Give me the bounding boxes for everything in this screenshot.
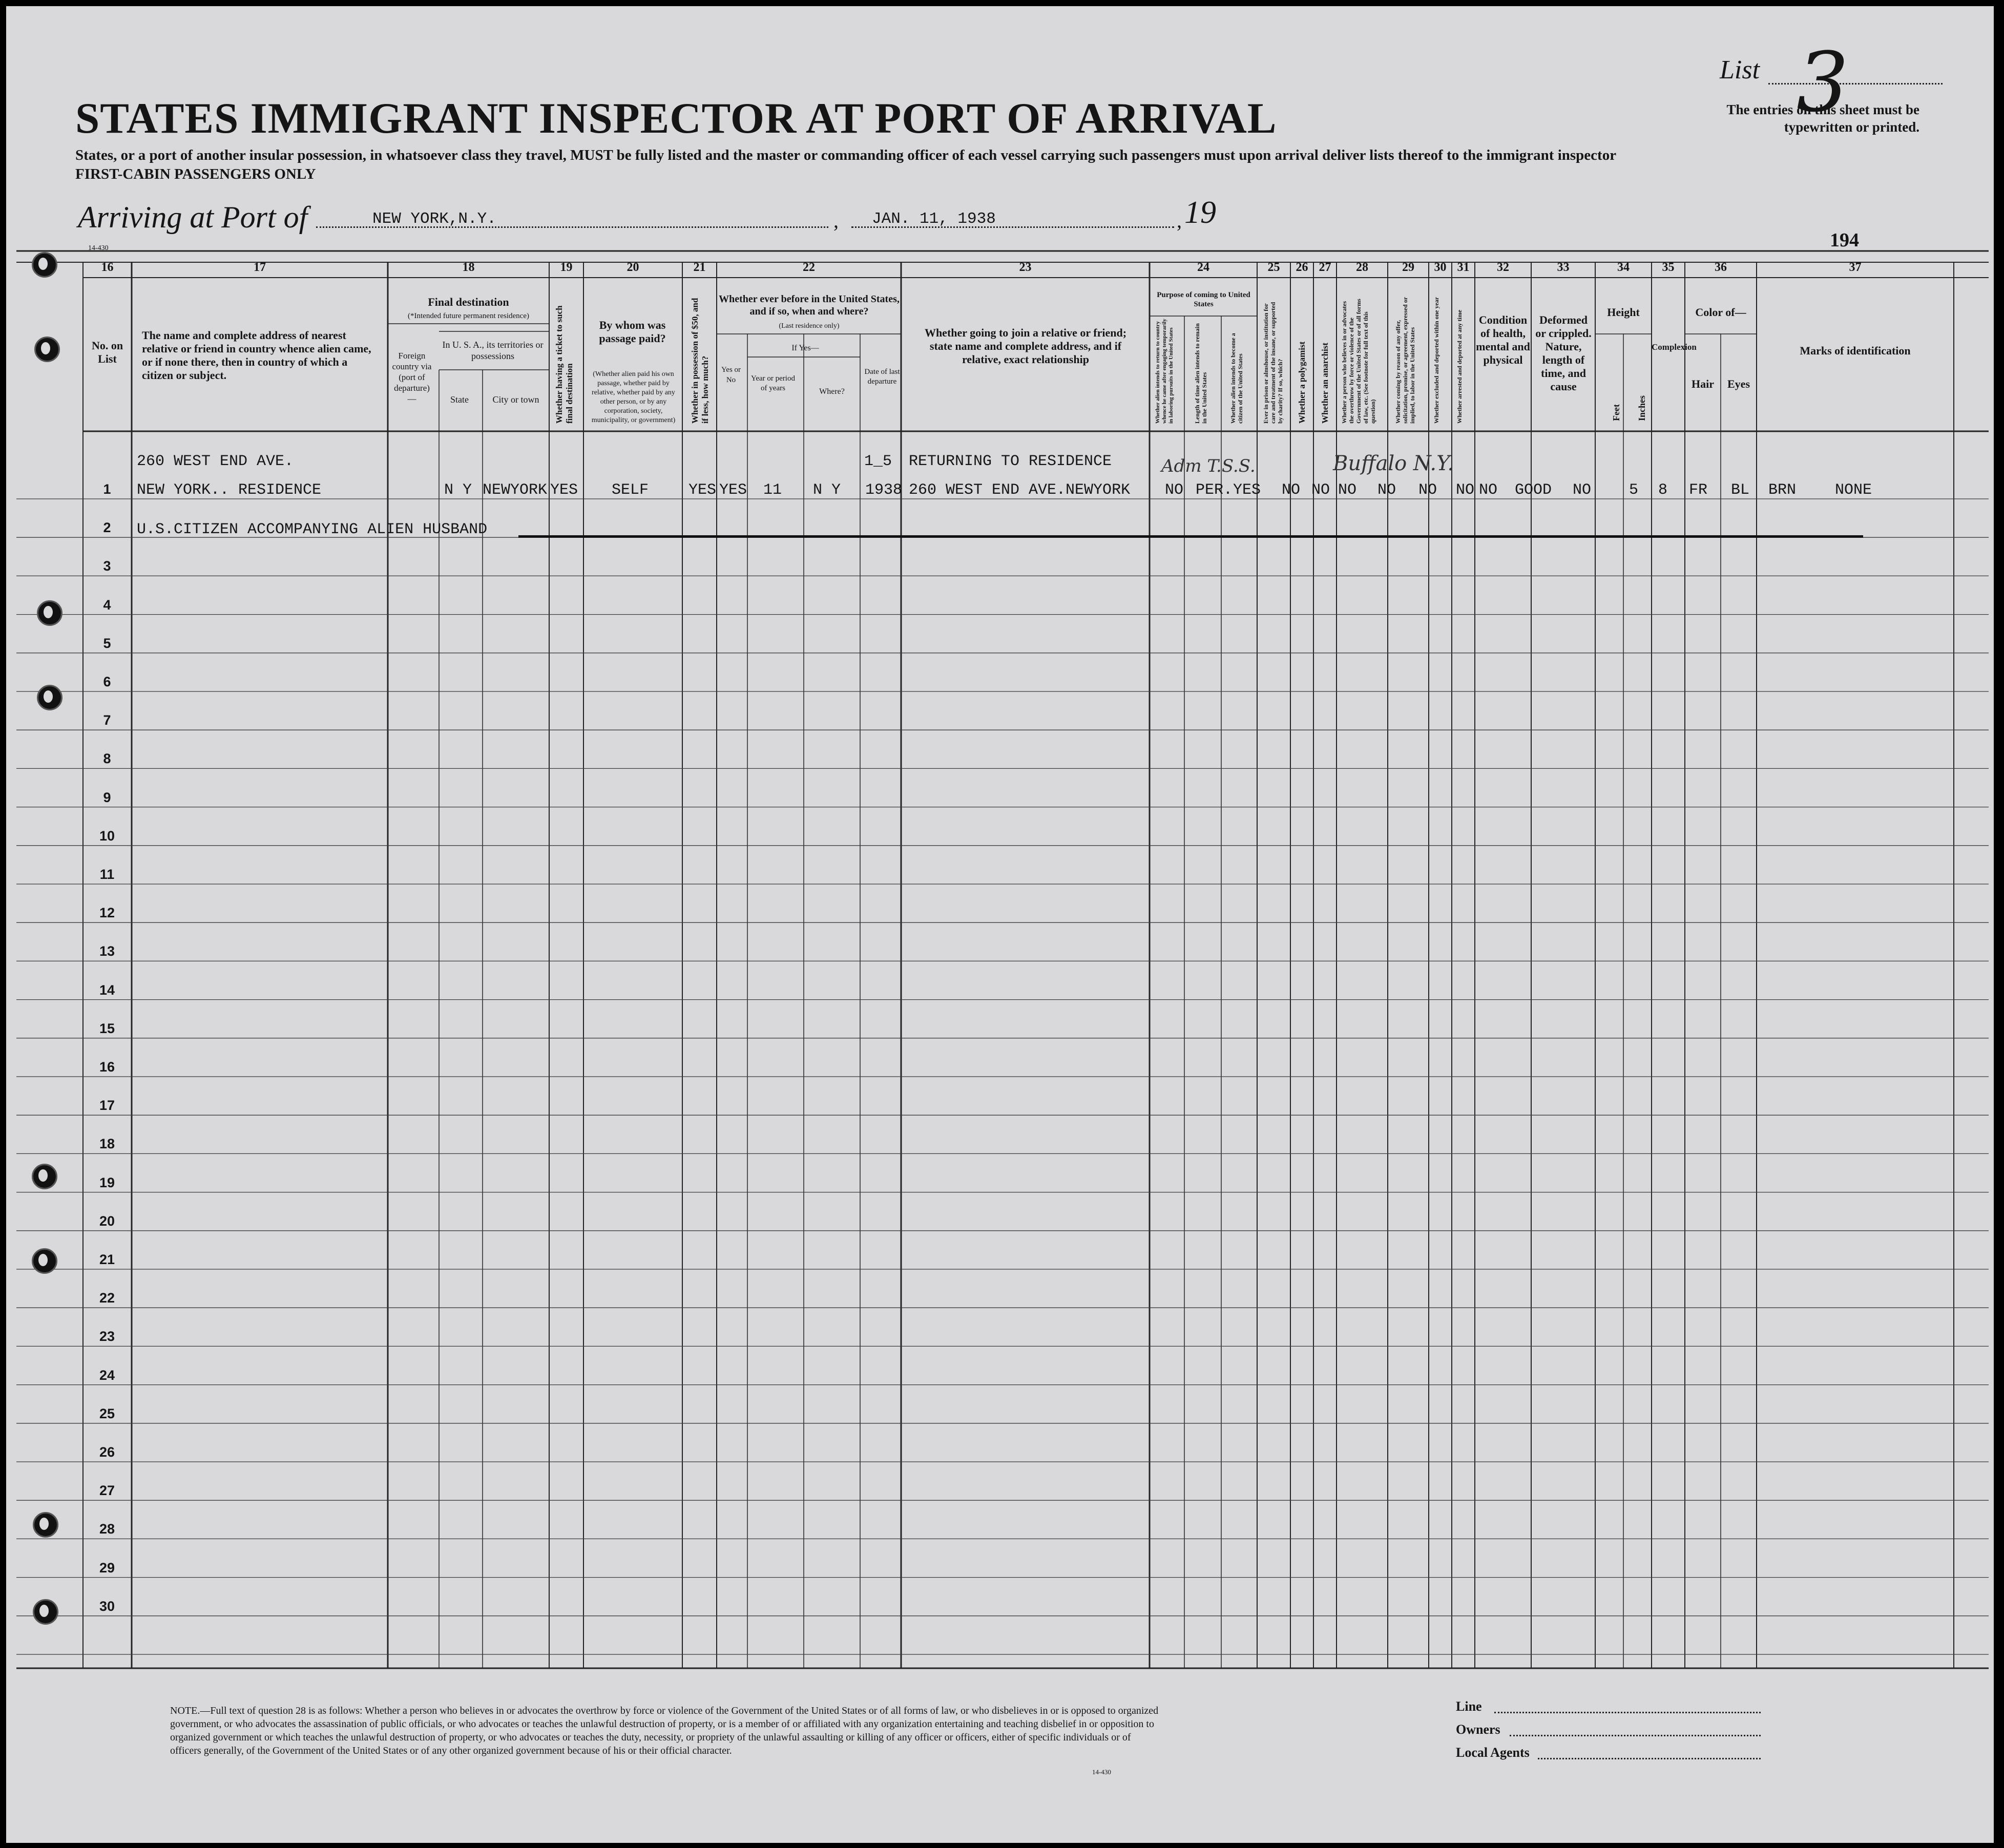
row1-c28: NO <box>1377 481 1396 499</box>
subtitle: States, or a port of another insular possession, in whatsoever class they travel, MUST be fully listed and the master or commanding officer of each vessel carrying such passengers must upon arrival deliver lists thereof to the immigrant inspector <box>75 147 1617 163</box>
row-number: 22 <box>99 1290 115 1306</box>
row1-where: N Y <box>813 481 841 499</box>
col-num: 24 <box>1197 261 1209 274</box>
port-value: NEW YORK,N.Y. <box>372 210 496 228</box>
header-final-destination: Final destination <box>428 296 509 308</box>
header-purpose: Purpose of coming to United States <box>1157 291 1250 308</box>
row1-paid-by: SELF <box>612 481 649 499</box>
col-num: 33 <box>1557 261 1570 274</box>
line-field <box>1494 1712 1761 1713</box>
row1-address-line2: NEW YORK.. RESIDENCE <box>137 481 322 499</box>
row-number: 21 <box>99 1252 115 1267</box>
row-number: 27 <box>99 1483 115 1499</box>
header-height: Height <box>1607 306 1640 319</box>
row1-hair: BL <box>1731 481 1750 499</box>
row1-feet: 5 <box>1629 481 1639 499</box>
row1-departure-top: 1_5 <box>864 453 892 470</box>
col-num: 29 <box>1402 261 1414 274</box>
row-number: 25 <box>99 1405 115 1421</box>
col-num: 21 <box>693 261 706 274</box>
footnote: NOTE.—Full text of question 28 is as follows: Whether a person who believes in or advocates the overthrow by force or violence of the Government of the United States or of all forms of law, or who disbelieves in or is opposed to organized government, or who advocates the assassination of public officials, or who advocates or teaches the unlawful destruction of property, or is a member of or affiliated with any organization entertaining and teaching disbelief in or opposition to organized government or which teaches the unlawful destruction of property, or who advocates or teaches the duty, necessity, or propriety of the unlawful assaulting or killing of any officer or officers, either of specific individuals or of officers generally, of the Government of the United States or of any other organized government because of his or their official character. <box>170 1705 1159 1756</box>
row-number: 4 <box>103 597 111 613</box>
col-num: 30 <box>1434 261 1447 274</box>
row-number: 19 <box>99 1174 115 1190</box>
header-foreign-country: Foreign country via (port of departure)— <box>392 351 432 404</box>
col-num: 32 <box>1497 261 1509 274</box>
header-where: Where? <box>819 387 845 396</box>
row-number: 2 <box>103 520 111 536</box>
row2-note: U.S.CITIZEN ACCOMPANYING ALIEN HUSBAND <box>137 521 488 538</box>
header-years: Year or period of years <box>751 374 795 392</box>
row1-city: NEWYORK <box>483 481 548 499</box>
header-money: Whether in possession of $50, and if less, how much? <box>690 298 710 424</box>
header-yes-or-no: Yes or No <box>721 366 741 384</box>
binder-hole <box>32 1248 57 1274</box>
row1-money: YES <box>688 481 717 499</box>
header-last-residence: (Last residence only) <box>779 322 840 330</box>
col-num: 18 <box>462 261 475 274</box>
row1-health: GOOD <box>1515 481 1552 499</box>
row1-before-yes: YES <box>719 481 747 499</box>
row1-length: PER. <box>1196 481 1233 499</box>
row-number: 18 <box>99 1136 115 1152</box>
header-health: Condition of health, mental and physical <box>1476 313 1530 366</box>
header-nearest-relative: The name and complete address of nearest relative or friend in country whence alien came, or if none there, then in country of which a citizen or subject. <box>142 329 371 382</box>
col-num: 37 <box>1849 261 1862 274</box>
cabin-class: FIRST-CABIN PASSENGERS ONLY <box>75 166 316 182</box>
manifest-sheet <box>6 6 1994 1843</box>
header-passage-paid-note: (Whether alien paid his own passage, whether paid by relative, whether paid by any other person, or by any corporation, society, municipality, or government) <box>591 370 676 424</box>
footer-form-code: 14-430 <box>1092 1768 1111 1776</box>
corner-note: The entries on this sheet must be typewritten or printed. <box>1726 102 1919 135</box>
header-state: State <box>450 394 469 405</box>
row1-c31: NO <box>1479 481 1498 499</box>
row-number: 7 <box>103 712 111 728</box>
header-passage-paid: By whom was passage paid? <box>599 319 666 345</box>
row1-inches: 8 <box>1658 481 1668 499</box>
binder-hole <box>37 600 62 626</box>
arriving-label: Arriving at Port of <box>78 200 308 234</box>
header-going-to-join: Whether going to join a relative or friend; state name and complete address, and if relative, exact relationship <box>924 326 1127 366</box>
row-number: 14 <box>99 982 115 998</box>
header-polygamist: Whether a polygamist <box>1297 341 1307 424</box>
line-label: Line <box>1456 1699 1482 1714</box>
header-deformed: Deformed or crippled. Nature, length of time, and cause <box>1535 313 1592 393</box>
row1-c26: NO <box>1311 481 1330 499</box>
date-value: JAN. 11, 1938 <box>872 210 996 228</box>
handwritten-annotation-2: Buffalo N.Y. <box>1333 452 1454 475</box>
row1-deformed: NO <box>1573 481 1592 499</box>
header-prison: Ever in prison or almshouse, or institution for care and treatment of the insane, or supported by charity? If so, which? <box>1262 302 1284 424</box>
agents-field <box>1538 1758 1761 1759</box>
header-ever-before: Whether ever before in the United States, and if so, when and where? <box>719 293 900 317</box>
binder-hole <box>32 1164 57 1189</box>
header-overthrow: Whether a person who believes in or advocates the overthrow by force or violence of the Government of the United States or of all forms of law, etc. (See footnote for full text of this question) <box>1341 299 1376 424</box>
col-num: 28 <box>1356 261 1368 274</box>
row1-return: NO <box>1165 481 1184 499</box>
header-in-usa: In U. S. A., its territories or possessions <box>442 340 544 361</box>
row-number: 3 <box>103 558 111 574</box>
row1-citizen: YES <box>1233 481 1261 499</box>
list-number: 3 <box>1797 34 1849 130</box>
row1-address-line1: 260 WEST END AVE. <box>137 453 294 470</box>
row1-eyes: BRN <box>1768 481 1797 499</box>
header-length-of-time: Length of time alien intends to remain in the United States <box>1194 323 1208 424</box>
header-excluded: Whether excluded and deported within one year <box>1433 297 1440 424</box>
row1-c25: NO <box>1282 481 1301 499</box>
col-num: 22 <box>803 261 815 274</box>
row-number: 28 <box>99 1521 115 1537</box>
header-intends-return: Whether alien intends to return to country whence he came after engaging temporarily in laboring pursuits in the United States <box>1155 319 1174 424</box>
list-number-line <box>1768 83 1943 85</box>
header-feet: Feet <box>1611 404 1621 421</box>
row-number: 10 <box>99 828 115 844</box>
row1-join-line2: 260 WEST END AVE.NEWYORK <box>909 481 1131 499</box>
row1-join-line1: RETURNING TO RESIDENCE <box>909 453 1112 470</box>
row-number: 8 <box>103 751 111 767</box>
header-city: City or town <box>492 394 539 405</box>
row-number: 13 <box>99 943 115 959</box>
col-num: 31 <box>1457 261 1470 274</box>
row-number: 20 <box>99 1213 115 1229</box>
col-num: 26 <box>1296 261 1308 274</box>
row-number: 9 <box>103 789 111 805</box>
year-prefix: 19 <box>1184 195 1216 230</box>
list-label: List <box>1720 55 1760 85</box>
col-num: 19 <box>560 261 573 274</box>
binder-hole <box>33 1512 58 1538</box>
comma: , <box>1177 209 1182 232</box>
owners-field <box>1510 1735 1761 1736</box>
form-code: 14-430 <box>88 244 109 252</box>
header-if-yes: If Yes— <box>791 344 819 352</box>
col-num: 36 <box>1715 261 1727 274</box>
binder-hole <box>32 252 57 278</box>
header-anarchist: Whether an anarchist <box>1320 342 1330 424</box>
col-num: 34 <box>1617 261 1630 274</box>
row-number: 26 <box>99 1444 115 1460</box>
row1-state: N Y <box>444 481 472 499</box>
row-number: 1 <box>103 481 111 497</box>
header-no-on-list: No. on List <box>91 339 123 365</box>
header-hair: Hair <box>1692 377 1714 390</box>
header-color-of: Color of— <box>1695 306 1746 319</box>
header-eyes: Eyes <box>1727 377 1750 390</box>
comma: , <box>833 209 839 232</box>
row1-years: 11 <box>763 481 782 499</box>
header-final-destination-note: (*Intended future permanent residence) <box>408 312 529 320</box>
row1-c30: NO <box>1456 481 1475 499</box>
col-num: 25 <box>1267 261 1280 274</box>
col-num: 35 <box>1662 261 1675 274</box>
binder-hole <box>33 1599 58 1625</box>
row-number: 16 <box>99 1059 115 1075</box>
row-number: 5 <box>103 635 111 651</box>
row1-ticket: YES <box>550 481 578 499</box>
col-num: 27 <box>1319 261 1331 274</box>
binder-hole <box>37 685 62 710</box>
row1-complexion: FR <box>1689 481 1708 499</box>
binder-hole <box>34 337 60 362</box>
col-num: 17 <box>254 261 266 274</box>
header-ticket: Whether having a ticket to such final destination <box>554 305 574 424</box>
header-inches: Inches <box>1637 395 1647 421</box>
row-number: 12 <box>99 905 115 921</box>
row-number: 11 <box>99 867 115 882</box>
form-grid <box>6 6 1994 1843</box>
agents-label: Local Agents <box>1456 1745 1530 1760</box>
row-number: 17 <box>99 1098 115 1114</box>
header-offer-labor: Whether coming by reason of any offer, solicitation, promise, or agreement, expressed or implied, to labor in the United States <box>1394 297 1416 424</box>
owners-label: Owners <box>1456 1722 1500 1737</box>
year-right: 194 <box>1830 229 1859 251</box>
col-num: 23 <box>1019 261 1032 274</box>
col-num: 20 <box>627 261 639 274</box>
page-title: STATES IMMIGRANT INSPECTOR AT PORT OF ARRIVAL <box>75 94 1277 142</box>
row-number: 6 <box>103 674 111 689</box>
header-departure: Date of last departure <box>864 368 900 386</box>
row-number: 30 <box>99 1598 115 1614</box>
row2-strike-line <box>518 535 1863 538</box>
col-num: 16 <box>101 261 114 274</box>
header-arrested: Whether arrested and deported at any time <box>1456 309 1463 424</box>
row-number: 24 <box>99 1367 115 1383</box>
header-marks: Marks of identification <box>1800 344 1911 357</box>
header-intends-citizen: Whether alien intends to become a citizen of the United States <box>1229 333 1244 424</box>
row1-c27: NO <box>1338 481 1357 499</box>
row1-c29: NO <box>1418 481 1437 499</box>
row1-marks: NONE <box>1835 481 1872 499</box>
handwritten-annotation-1: Adm T.S.S. <box>1161 456 1256 476</box>
row1-departure-year: 1938 <box>865 481 903 499</box>
row-number: 15 <box>99 1020 115 1036</box>
row-number: 23 <box>99 1329 115 1345</box>
row-number: 29 <box>99 1560 115 1576</box>
header-complexion: Complexion <box>1652 342 1697 352</box>
